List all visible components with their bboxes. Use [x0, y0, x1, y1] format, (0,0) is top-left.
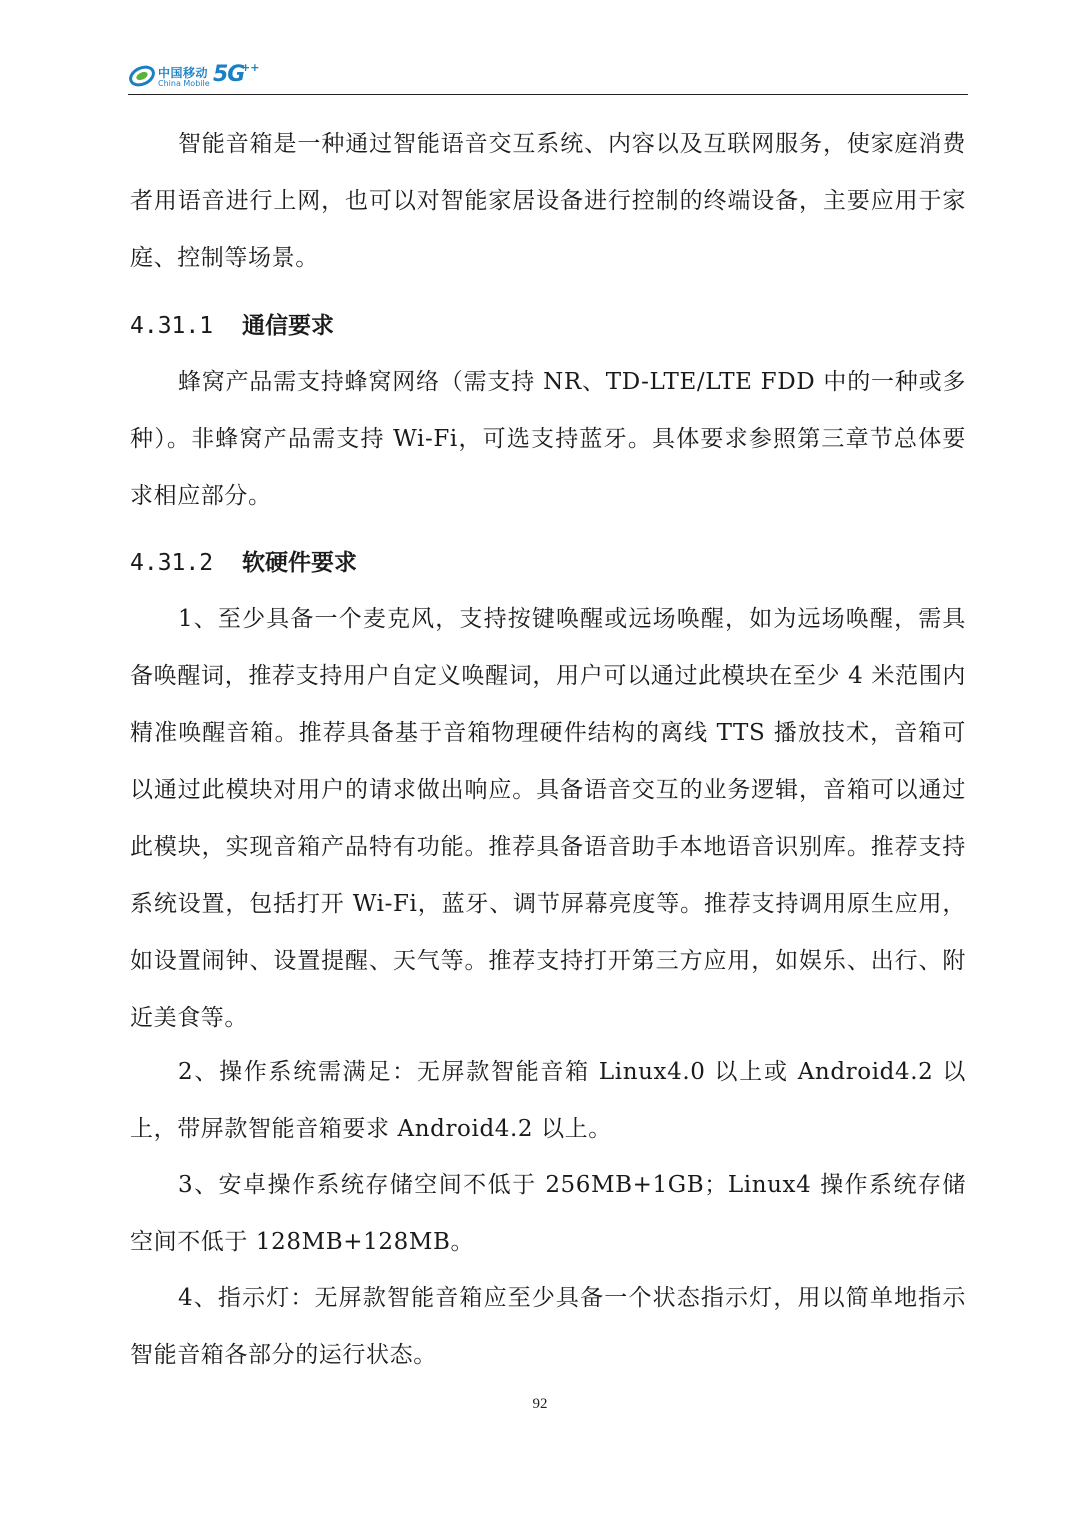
section-number: 4.31.2: [130, 550, 214, 576]
requirement-item-2: 2、操作系统需满足：无屏款智能音箱 Linux4.0 以上或 Android4.2 以上，带屏款智能音箱要求 Android4.2 以上。: [130, 1059, 966, 1142]
header-divider: [128, 94, 968, 95]
requirement-item-3: 3、安卓操作系统存储空间不低于 256MB+1GB；Linux4 操作系统存储空间不低于 128MB+128MB。: [130, 1172, 966, 1255]
intro-paragraph: 智能音箱是一种通过智能语音交互系统、内容以及互联网服务，使家庭消费者用语音进行上网，也可以对智能家居设备进行控制的终端设备，主要应用于家庭、控制等场景。: [130, 131, 966, 271]
logo-plus-mark: ++: [241, 61, 260, 74]
logo-chinese-text: 中国移动: [158, 66, 209, 80]
logo-english-text: China Mobile: [158, 79, 210, 88]
requirement-item-1: 1、至少具备一个麦克风，支持按键唤醒或远场唤醒，如为远场唤醒，需具备唤醒词，推荐支持用户自定义唤醒词，用户可以通过此模块在至少 4 米范围内精准唤醒音箱。推荐具备基于音箱物理硬件结构的离线 TTS 播放技术，音箱可以通过此模块对用户的请求做出响应。具备语音交互的业务逻辑，音箱可以通过此模块，实现音箱产品特有功能。推荐具备语音助手本地语音识别库。推荐支持系统设置，包括打开 Wi-Fi，蓝牙、调节屏幕亮度等。推荐支持调用原生应用，如设置闹钟、设置提醒、天气等。推荐支持打开第三方应用，如娱乐、出行、附近美食等。: [130, 606, 966, 1031]
section-number: 4.31.1: [130, 313, 214, 339]
section-title: 软硬件要求: [242, 549, 357, 576]
page-number: 92: [532, 1396, 548, 1412]
section-heading-4-31-1: [130, 306, 334, 346]
china-mobile-swirl-icon: [128, 62, 156, 90]
section-title: 通信要求: [242, 312, 334, 339]
section-heading-4-31-2: [130, 543, 357, 583]
requirement-item-4: 4、指示灯：无屏款智能音箱应至少具备一个状态指示灯，用以简单地指示智能音箱各部分的运行状态。: [130, 1285, 966, 1368]
logo-5g-text: 5G: [213, 62, 245, 87]
communication-paragraph: 蜂窝产品需支持蜂窝网络（需支持 NR、TD-LTE/LTE FDD 中的一种或多种）。非蜂窝产品需支持 Wi-Fi，可选支持蓝牙。具体要求参照第三章节总体要求相应部分。: [130, 369, 966, 509]
china-mobile-logo: [128, 60, 328, 94]
page-header: [128, 58, 968, 96]
